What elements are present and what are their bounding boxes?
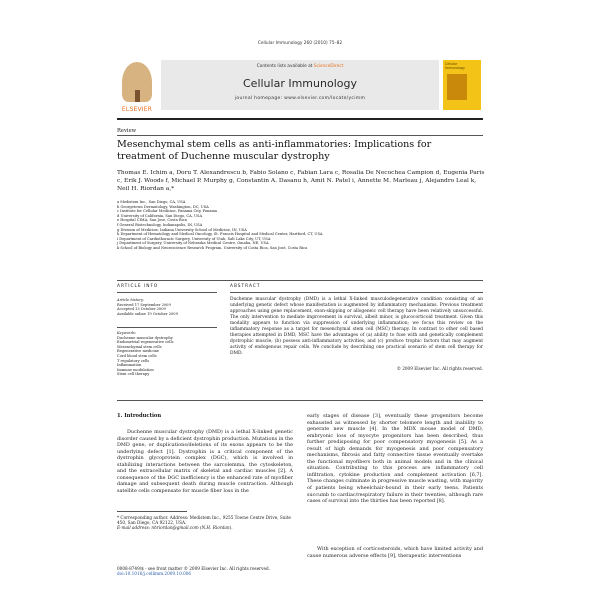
masthead-band <box>161 60 439 110</box>
affiliation-item: a Medistem Inc., San Diego, CA, USA <box>117 200 186 204</box>
footnote <box>117 515 293 531</box>
abstract-heading: ABSTRACT <box>230 284 261 289</box>
divider <box>117 400 483 401</box>
article-type: Review <box>117 128 137 134</box>
affiliation-item: g Division of Medicine, Indiana University School of Medicine, IN, USA <box>117 227 247 232</box>
keyword-item: Duchenne muscular dystrophy <box>117 335 173 340</box>
article-info-heading: ARTICLE INFO <box>117 284 159 289</box>
body-paragraph: Duchenne muscular dystrophy (DMD) is a lethal X-linked genetic disorder caused by a deficient dystrophin production. Mutations in the DMD gene, or duplications/deletions of its exons appears to be the underlying defect [1]. Dystrophin is a critical component of the dystrophin glycoprotein complex (DGC), which is involved in stabilizing interactions between the sarcolemma, the cytoskeleton, and the extracellular matrix of skeletal and cardiac muscles [2]. A consequence of the DGC inefficiency is the enhanced rate of myofiber damage and subsequent death during muscle contraction. Although satellite cells compensate for muscle fiber loss in the <box>117 429 293 494</box>
affiliation-item: e Hospital CIMA, San Jose, Costa Rica <box>117 218 187 223</box>
corresponding-author-note: * Corresponding author. Address: Medistem Inc., 9255 Towne Centre Drive, Suite 450, San Diego, CA 92122, USA. <box>117 515 291 526</box>
divider <box>117 292 217 293</box>
affiliation-item: d University of California, San Diego, CA, USA <box>117 213 203 218</box>
keyword-item: Immune modulation <box>117 367 154 372</box>
email-note[interactable]: E-mail address: nhriordan@gmail.com (N.H. Riordan). <box>117 525 233 531</box>
abstract-copyright: © 2009 Elsevier Inc. All rights reserved. <box>396 366 483 371</box>
keyword-item: Endometrial regenerative cells <box>117 340 174 345</box>
issn-block: 0008-8749/$ - see front matter © 2009 Elsevier Inc. All rights reserved. doi:10.1016/j.cellimm.2009.10.006 <box>117 566 317 576</box>
divider <box>117 280 483 281</box>
keyword-item: Inflammation <box>117 363 142 368</box>
history-item: Received 17 September 2009 <box>117 302 171 307</box>
abstract-text: Duchenne muscular dystrophy (DMD) is a lethal X-linked musculodegenerative condition consisting of an underlying genetic defect whose manifestation is augmented by inflammatory mechanisms. Previous treatment approaches using gene replacement, exon-skipping or allogeneic cell therapy have been relatively unsuccessful. The only intervention to mediate improvement in survival, albeit minor, is glucocorticoid treatment. Given this modality appears to function via suppression of underlying inflammation; we focus this review on the inflammatory response as a target for mesenchymal stem cell (MSC) therapy. In contrast to other cell based therapies attempted in DMD, MSC have the advantages of (a) ability to fuse with and genetically complement dystrophic muscle; (b) possess anti-inflammatory activities; and (c) produce trophic factors that may augment activity of endogenous repair cells. We conclude by describing one practical scenario of stem cell therapy for DMD. <box>230 297 483 356</box>
divider <box>117 135 483 136</box>
article-history: Article history: Received 17 September 2009 Accepted 13 October 2009 Available online 19 October 2009 <box>117 298 222 316</box>
divider <box>230 292 483 293</box>
sciencedirect-link[interactable]: ScienceDirect <box>313 64 344 69</box>
elsevier-logo[interactable]: ELSEVIER <box>117 60 157 115</box>
affiliation-item: k School of Biology and Neuroscience Research Program, University of Costa Rica, San José, Costa Rica <box>117 245 308 250</box>
affiliation-item: j Department of Surgery, University of Nebraska Medical Centre, Omaha, NE, USA <box>117 241 269 246</box>
history-item: Available online 19 October 2009 <box>117 311 178 316</box>
body-paragraph: early stages of disease [3], eventually these progenitors become exhausted as witnessed by shorter telomere length and inability to generate new muscle [4]. In the MDX mouse model of DMD, embryonic loss of myocyte progenitors has been described, thus further predisposing for poor compensatory myogenesis [5]. As a result of high demands for myogenesis and poor compensatory mechanisms, fibrosis and fatty connective tissue eventually overtake the functional myofibers both in animal models and in the clinical situation. Contributing to this process are inflammatory cell infiltration, cytokine production and complement activation [6,7]. These changes culminate in progressive muscle wasting, with majority of patients being wheelchair-bound in their early teens. Patients succumb to cardiac/respiratory failure in their twenties, although rare cases of survival into the thirties has been reported [8]. <box>307 413 483 505</box>
keyword-item: Regenerative medicine <box>117 349 160 354</box>
keyword-item: Mesenchymal stem cells <box>117 344 162 349</box>
divider <box>117 327 217 328</box>
affiliation-item: h Department of Hematology and Medical Oncology, St. Francis Hospital and Medical Center, Hartford, CT, USA <box>117 232 323 237</box>
affiliations <box>117 200 487 251</box>
article-title: Mesenchymal stem cells as anti-inflammatories: Implications for treatment of Duchenne muscular dystrophy <box>117 139 432 162</box>
author-list: Thomas E. Ichim a, Doru T. Alexandrescu b, Fabio Solano c, Fabian Lara c, Rosalia De Necochea Campion d, Eugenia Paris c, Erik J. Woods f, Michael P. Murphy g, Constantin A. Dasanu h, Amit N. Patel i, Annette M. Marleau j, Alejandro Leal k, Neil H. Riordan a,* <box>117 170 485 193</box>
footnote-divider <box>117 511 187 512</box>
keyword-item: Stem cell therapy <box>117 372 150 377</box>
affiliation-item: b Georgetown Dermatology, Washington, DC, USA <box>117 204 209 209</box>
affiliation-item: c Institute for Cellular Medicine, Panama City, Panama <box>117 209 218 214</box>
doi-link[interactable]: doi:10.1016/j.cellimm.2009.10.006 <box>117 571 192 577</box>
history-item: Accepted 13 October 2009 <box>117 307 166 312</box>
keyword-item: T regulatory cells <box>117 358 150 363</box>
divider <box>117 118 483 120</box>
journal-title: Cellular Immunology <box>243 77 357 90</box>
body-paragraph: With exception of corticosteroids, which have limited activity and cause numerous adverse effects [9], therapeutic interventions <box>307 546 483 559</box>
journal-masthead <box>117 60 483 115</box>
section-heading: 1. Introduction <box>117 413 162 419</box>
keywords: Keywords: Duchenne muscular dystrophy Endometrial regenerative cells Mesenchymal stem cells Regenerative medicine Cord blood stem cells T regulatory cells Inflammation Immune modulation Stem cell therapy <box>117 331 222 377</box>
keyword-item: Cord blood stem cells <box>117 353 157 358</box>
journal-cover-thumbnail[interactable]: Cellular Immunology <box>443 60 481 110</box>
affiliation-item: i Department of Cardiothoracic Surgery, University of Utah, Salt Lake City, UT, USA <box>117 236 271 241</box>
journal-reference: Cellular Immunology 260 (2010) 75–82 <box>257 41 343 46</box>
journal-homepage-link[interactable]: journal homepage: www.elsevier.com/locate/ycimm <box>234 96 366 101</box>
contents-line: Contents lists available at ScienceDirect <box>256 64 344 69</box>
affiliation-item: f General Biotechnology, Indianapolis, IN, USA <box>117 222 203 227</box>
